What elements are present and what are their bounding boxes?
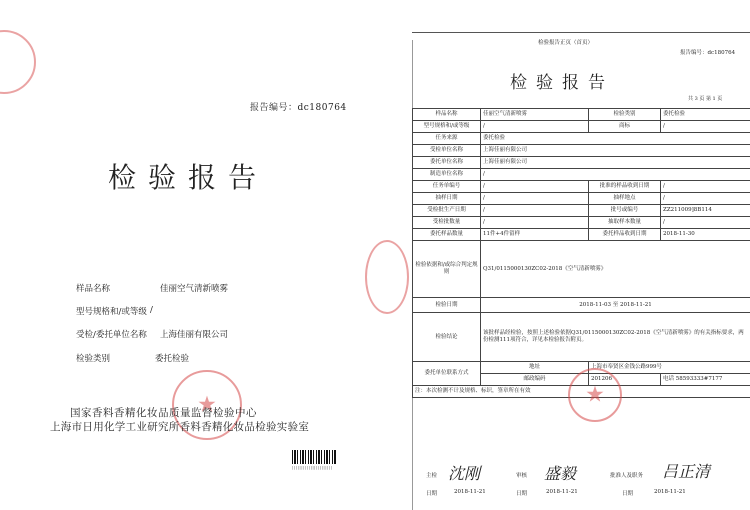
page-title: 检验报告	[108, 161, 269, 194]
cell-value: 委托检验	[481, 133, 750, 145]
report-table	[412, 108, 750, 398]
table-row	[413, 145, 750, 157]
institution-name-line2: 上海市日用化学工业研究所香料香精化妆品检验实验室	[50, 421, 310, 433]
cell-remark: 注：本次检测不计及规格、标识，签章所在有效	[413, 386, 750, 398]
partial-seal-stamp	[0, 30, 36, 94]
table-row	[413, 157, 750, 169]
official-seal-stamp	[568, 368, 622, 422]
field-label-model: 型号规格和/或等级	[76, 307, 147, 317]
table-row	[413, 193, 750, 205]
signature-row	[412, 459, 750, 499]
date-label: 日期	[516, 491, 528, 497]
cell-label: 委托样品收到日期	[589, 229, 661, 241]
field-label-check-type: 检验类别	[76, 354, 111, 364]
cell-label: 制造单位名称	[413, 169, 481, 181]
table-row	[413, 205, 750, 217]
cell-value: /	[481, 193, 589, 205]
table-row	[413, 181, 750, 193]
cell-label: 检验日期	[413, 298, 481, 313]
chief-label: 主检	[426, 473, 438, 479]
field-value-model: /	[150, 305, 153, 315]
cell-value: /	[481, 121, 589, 133]
cell-value: 201206	[589, 374, 661, 386]
cell-value: /	[661, 181, 750, 193]
page-info: 共 3 页 第 1 页	[688, 96, 723, 102]
cell-value: Q31/0115000130ZC02-2018《空气清新喷雾》	[481, 241, 750, 298]
table-row	[413, 121, 750, 133]
cell-value: ZZ211009]8B114	[661, 205, 750, 217]
table-row	[413, 241, 750, 298]
cell-label: 批准的样品收到日期	[589, 181, 661, 193]
table-row	[413, 169, 750, 181]
institution-name-line1: 国家香料香精化妆品质量监督检验中心	[70, 407, 257, 419]
table-row	[413, 133, 750, 145]
table-row	[413, 109, 750, 121]
field-value-client: 上海佳丽有限公司	[160, 330, 229, 340]
field-label-sample-name: 样品名称	[76, 284, 111, 294]
cell-value: /	[481, 169, 750, 181]
cell-value: 委托检验	[661, 109, 750, 121]
cell-value: /	[481, 181, 589, 193]
cell-value	[661, 374, 750, 386]
date-value: 2018-11-21	[546, 489, 578, 495]
barcode	[292, 450, 336, 464]
cell-value: 上海佳丽有限公司	[481, 145, 750, 157]
phone-label: 电话	[663, 376, 675, 382]
date-label: 日期	[622, 491, 634, 497]
cell-value: 11件+4件留样	[481, 229, 589, 241]
report-number: 报告编号：dc180764	[680, 50, 736, 56]
page-header: 检验报告正页（首页）	[538, 40, 594, 46]
cell-label: 抽样地点	[589, 193, 661, 205]
cell-value: 上海市奉贤区金钱公路999号	[589, 362, 750, 374]
cell-label: 地址	[481, 362, 589, 374]
chief-signature: 沈刚	[448, 464, 481, 483]
cell-label: 任务单编号	[413, 181, 481, 193]
cell-value: 2018-11-03 至 2018-11-21	[481, 298, 750, 313]
field-value-check-type: 委托检验	[155, 354, 190, 364]
cell-label: 抽取样本数量	[589, 217, 661, 229]
cell-value: 上海佳丽有限公司	[481, 157, 750, 169]
table-row	[413, 298, 750, 313]
cell-label: 受检单位名称	[413, 145, 481, 157]
barcode-digits: ||||||||||||||||||||||	[292, 465, 333, 470]
cell-label: 抽样日期	[413, 193, 481, 205]
cell-label: 批号或编号	[589, 205, 661, 217]
cell-label: 检验结论	[413, 313, 481, 362]
table-row	[413, 313, 750, 362]
cell-label: 受检批生产日期	[413, 205, 481, 217]
edge-seal-stamp	[365, 240, 409, 314]
review-label: 审核	[516, 473, 528, 479]
phone-value: 58593333#7177	[675, 376, 723, 382]
cell-value: /	[481, 217, 589, 229]
page-title: 检验报告	[510, 73, 614, 93]
cell-label: 受检批数量	[413, 217, 481, 229]
approve-signature: 吕正清	[662, 462, 711, 481]
cell-label: 任务来源	[413, 133, 481, 145]
cell-label: 委托样品数量	[413, 229, 481, 241]
date-label: 日期	[426, 491, 438, 497]
cell-label: 检验依据和/或综合判定规则	[413, 241, 481, 298]
cell-value: 该批样品经检验，按照上述检验依据Q31/0115000130ZC02-2018《空气清新喷雾》的有关指标要求，两份检测111项符合，详见本检验报告附页。	[481, 313, 750, 362]
field-value-sample-name: 佳丽空气清新喷雾	[160, 284, 229, 294]
cell-label: 委托单位联系方式	[413, 362, 481, 386]
date-value: 2018-11-21	[454, 489, 486, 495]
cell-value: /	[481, 205, 589, 217]
cell-value: /	[661, 217, 750, 229]
cell-label: 商标	[589, 121, 661, 133]
cell-value: 佳丽空气清新喷雾	[481, 109, 589, 121]
table-row	[413, 217, 750, 229]
table-row	[413, 229, 750, 241]
cell-value: /	[661, 121, 750, 133]
report-detail-page	[412, 32, 750, 510]
approve-label: 批准人及职务	[610, 473, 644, 479]
review-signature: 盛毅	[544, 464, 577, 483]
date-value: 2018-11-21	[654, 489, 686, 495]
cell-label: 检验类别	[589, 109, 661, 121]
field-label-client: 受检/委托单位名称	[76, 330, 147, 340]
report-number: 报告编号：dc180764	[250, 103, 347, 113]
cell-value: 2018-11-30	[661, 229, 750, 241]
cell-label: 样品名称	[413, 109, 481, 121]
cell-label: 型号规格和/或等级	[413, 121, 481, 133]
top-border	[412, 32, 750, 33]
cell-label: 邮政编码	[481, 374, 589, 386]
cell-value: /	[661, 193, 750, 205]
cell-label: 委托单位名称	[413, 157, 481, 169]
